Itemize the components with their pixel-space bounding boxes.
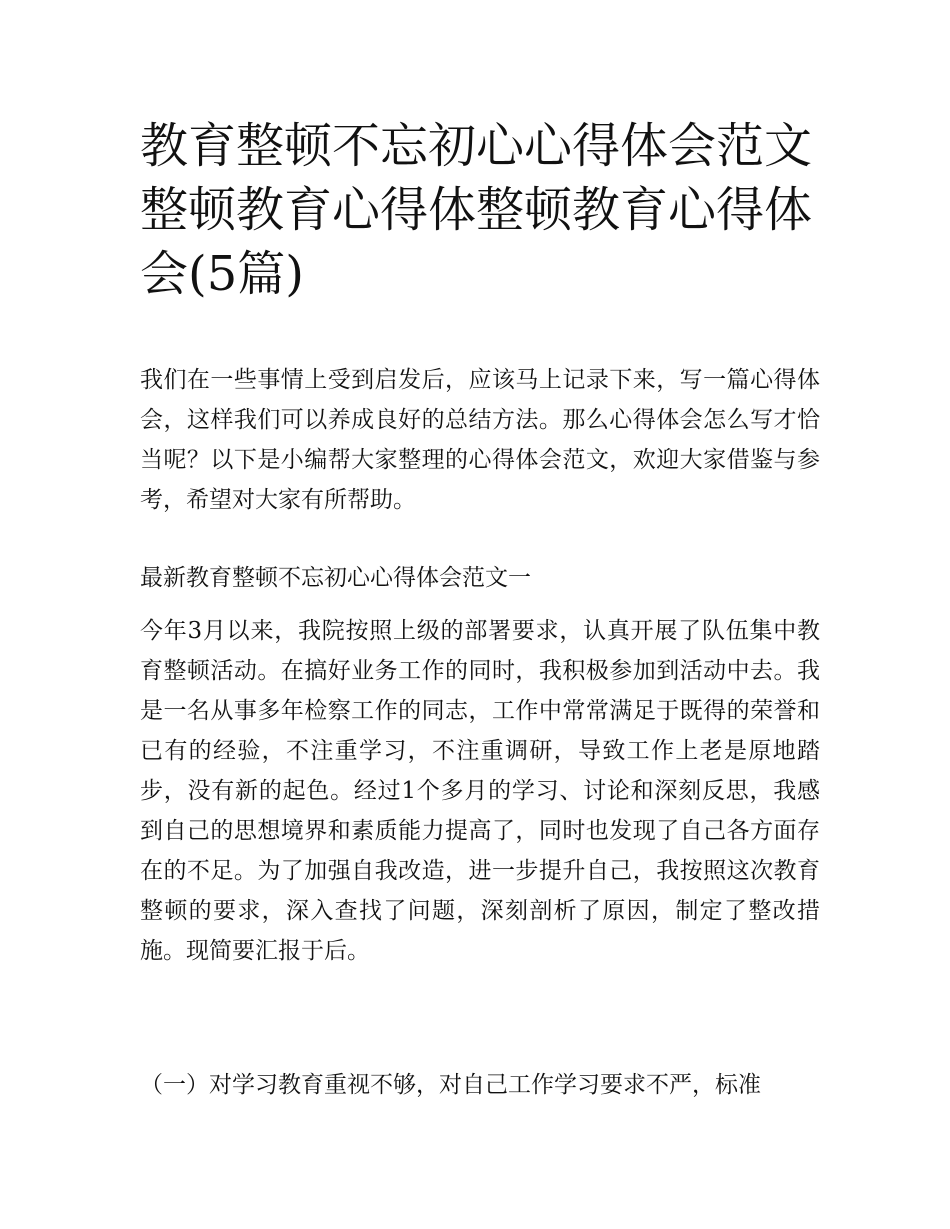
body-paragraph: （一）对学习教育重视不够，对自己工作学习要求不严，标准 [140, 1072, 761, 1098]
document-title: 教育整顿不忘初心心得体会范文 整顿教育心得体整顿教育心得体会(5篇) [140, 118, 813, 302]
section-heading: 最新教育整顿不忘初心心得体会范文一 [140, 565, 531, 591]
intro-paragraph: 我们在一些事情上受到启发后，应该马上记录下来，写一篇心得体会，这样我们可以养成良好的总结方法。那么心得体会怎么写才恰当呢？以下是小编帮大家整理的心得体会范文，欢迎大家借鉴与参考，希望对大家有所帮助。 [140, 367, 820, 513]
body-paragraph: 今年3月以来，我院按照上级的部署要求，认真开展了队伍集中教育整顿活动。在搞好业务工作的同时，我积极参加到活动中去。我是一名从事多年检察工作的同志，工作中常常满足于既得的荣誉和已有的经验，不注重学习，不注重调研，导致工作上老是原地踏步，没有新的起色。经过1个多月的学习、讨论和深刻反思，我感到自己的思想境界和素质能力提高了，同时也发现了自己各方面存在的不足。为了加强自我改造，进一步提升自己，我按照这次教育整顿的要求，深入查找了问题，深刻剖析了原因，制定了整改措施。现简要汇报于后。 [140, 618, 820, 964]
